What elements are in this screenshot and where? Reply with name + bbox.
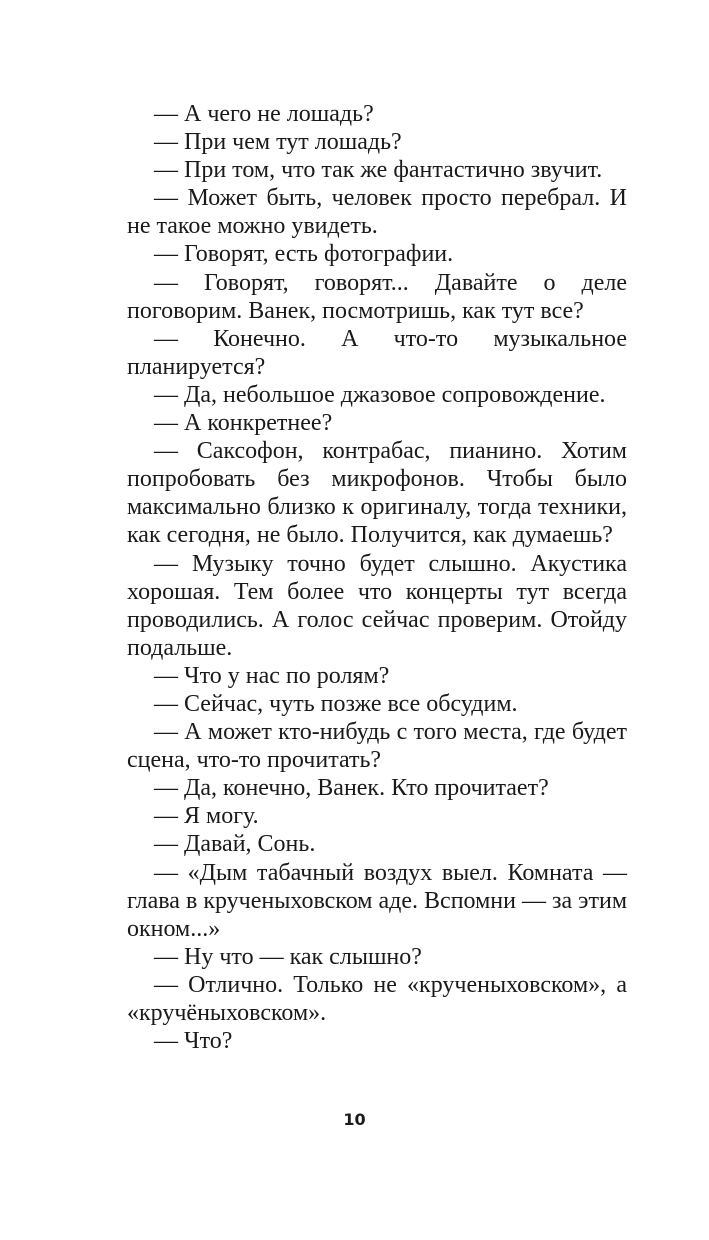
- paragraph: — Да, конечно, Ванек. Кто прочитает?: [154, 775, 549, 802]
- paragraph: — Отлично. Только не «крученыховском», а «кручёныховском».: [127, 971, 627, 1026]
- paragraph: — Саксофон, контрабас, пианино. Хотим попробовать без микрофонов. Чтобы было максимально близко к оригиналу, тогда техники, как сегодня, не было. Получится, как думаешь?: [127, 438, 627, 549]
- paragraph: — «Дым табачный воздух выел. Комната — глава в крученыховском аде. Вспомни — за этим окном...»: [127, 859, 627, 942]
- paragraph: — Я могу.: [154, 803, 259, 830]
- paragraph: — При том, что так же фантастично звучит.: [154, 157, 603, 184]
- paragraph: — При чем тут лошадь?: [154, 129, 402, 156]
- paragraph: — Сейчас, чуть позже все обсудим.: [154, 690, 518, 717]
- paragraph: — А может кто-нибудь с того места, где будет сцена, что-то прочитать?: [127, 719, 627, 774]
- paragraph: — Что?: [154, 1028, 233, 1055]
- paragraph: — Может быть, человек просто перебрал. И не такое можно увидеть.: [127, 185, 627, 240]
- paragraph: — Давай, Сонь.: [154, 831, 316, 858]
- paragraph: — Конечно. А что-то музыкальное планируется?: [127, 325, 627, 380]
- paragraph: — Ну что — как слышно?: [154, 943, 422, 970]
- paragraph: — А конкретнее?: [154, 410, 333, 437]
- paragraph: — Что у нас по ролям?: [154, 662, 390, 689]
- paragraph: — Да, небольшое джазовое сопровождение.: [154, 381, 606, 408]
- page-number: 10: [343, 1110, 366, 1129]
- paragraph: — А чего не лошадь?: [154, 101, 374, 127]
- paragraph: — Музыку точно будет слышно. Акустика хорошая. Тем более что концерты тут всегда проводились. А голос сейчас проверим. Отойду подальше.: [127, 550, 627, 661]
- paragraph: — Говорят, говорят... Давайте о деле поговорим. Ванек, посмотришь, как тут все?: [127, 269, 627, 324]
- paragraph: — Говорят, есть фотографии.: [154, 241, 454, 268]
- book-text: [127, 100, 627, 1055]
